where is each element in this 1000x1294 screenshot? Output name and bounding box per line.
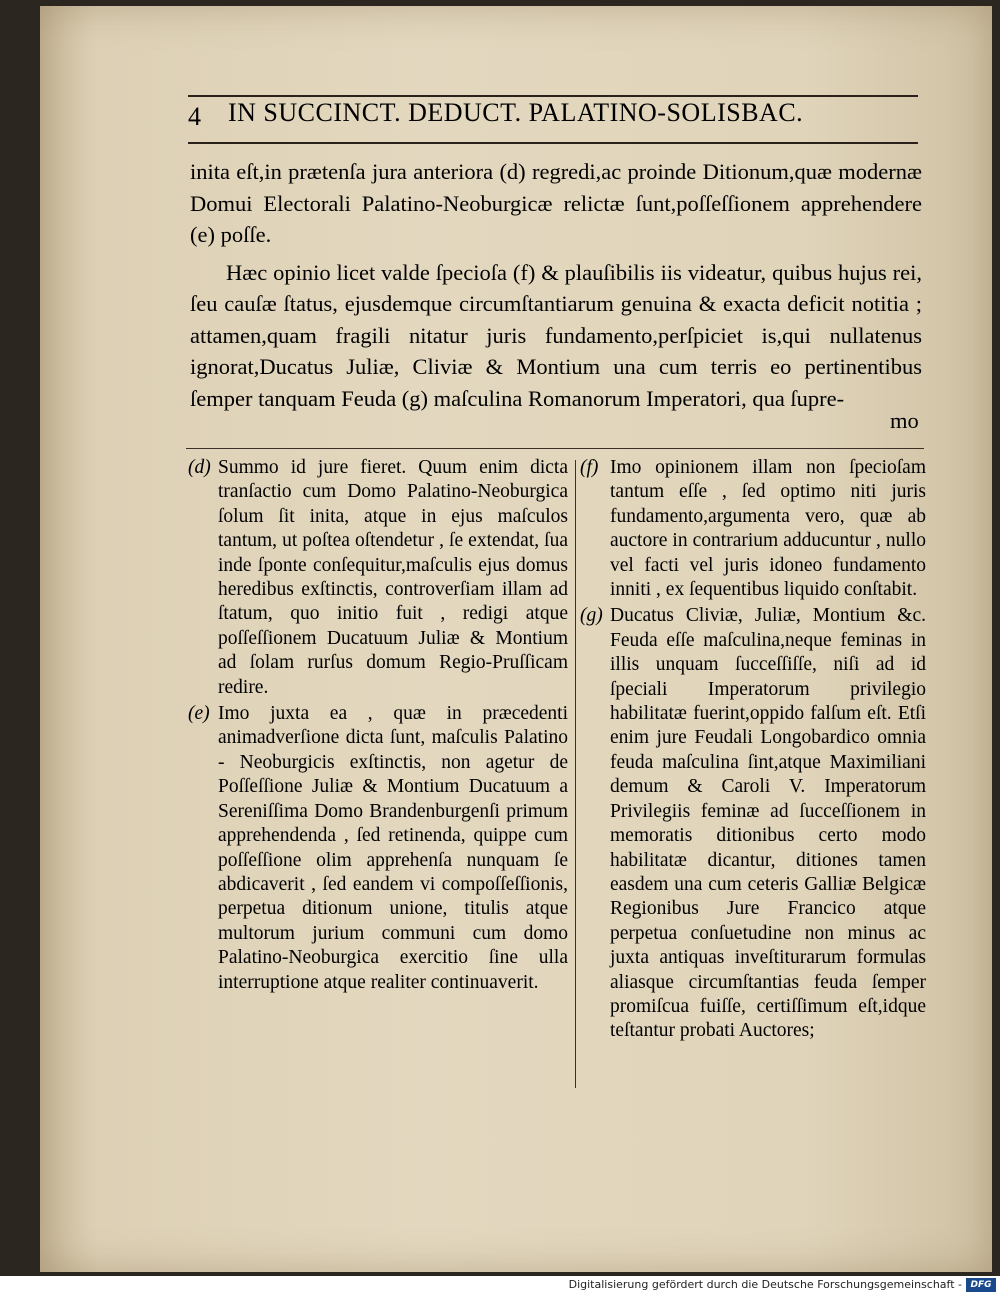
footnote-e	[188, 702, 568, 995]
funding-credit: Digitalisierung gefördert durch die Deutsche Forschungsgemeinschaft -	[568, 1278, 962, 1291]
footnote-separator	[186, 448, 924, 449]
footnote-text: Ducatus Cliviæ, Juliæ, Montium &c. Feuda eſſe maſculina,neque feminas in illis unquam ſucceſſiſſe, niſi ad id ſpeciali Imperatorum privilegio habilitatæ fuerint,oppido falſum eſt. Etſi enim jure Feudali Longobardico omnia feuda maſculina ſint,atque Maximiliani demum & Caroli V. Imperatorum Privilegiis feminæ ad ſucceſſionem in memoratis ditionibus certo modo habilitatæ dicantur, ditiones tamen easdem una cum ceteris Galliæ Belgicæ Regionibus Jure Francico atque perpetua conſuetudine non minus ac juxta antiquas inveſtiturarum formulas aliasque circumſtantias feuda ſemper promiſcua fuiſſe, certiſſimum eſt,idque teſtantur probati Auctores;	[610, 605, 926, 1042]
dfg-logo[interactable]: DFG	[966, 1278, 996, 1292]
footnote-text: Imo juxta ea , quæ in præcedenti animadverſione dicta ſunt, maſculis Palatino - Neoburgicis exſtinctis, non agetur de Poſſeſſione Juliæ & Montium Ducatuum a Sereniſſima Domo Brandenburgenſi primum apprehendenda , ſed retinenda, quippe cum poſſeſſione olim apprehenſa nunquam ſe abdicaverit , ſed eandem vi compoſſeſſionis, perpetua ditionum unione, titulis atque multorum jurium communi cum domo Palatino-Neoburgica exercitio ſine ulla interruptione atque realiter continuaverit.	[218, 703, 568, 993]
page-number: 4	[188, 102, 202, 131]
main-paragraph-1: inita eſt,in prætenſa jura anteriora (d) regredi,ac proinde Ditionum,quæ modernæ Domui Electorali Palatino-Neoburgicæ relictæ ſunt,poſſeſſionem apprehendere (e) poſſe.	[190, 159, 922, 247]
footnote-d	[188, 456, 568, 700]
footnote-marker: (f)	[580, 457, 599, 478]
header-top-rule	[188, 95, 918, 97]
running-header	[188, 98, 918, 138]
footnotes-right-column	[580, 456, 926, 1046]
footnote-text: Summo id jure fieret. Quum enim dicta tranſactio cum Domo Palatino-Neoburgica ſolum ſit inita, atque in ejus maſculos tantum, ut poſtea oſtendetur , ſe extendat, ſua inde ſponte conſequitur,maſculis ejus domus heredibus exſtinctis, controverſiam illam ad ſtatum, quo initio fuit , redigi atque poſſeſſionem Ducatuum Juliæ & Montium ad ſolam rurſus domum Regio-Pruſſicam redire.	[218, 457, 568, 698]
header-bottom-rule	[188, 142, 918, 144]
footnote-marker: (d)	[188, 457, 211, 478]
catchword: mo	[890, 408, 919, 433]
footnote-text: Imo opinionem illam non ſpecioſam tantum eſſe , ſed optimo niti juris fundamento,argumenta vero, quæ ab auctore in contrarium adducuntur , nullo vel facti vel juris idoneo fundamento inniti , ex ſequentibus liquido conſtabit.	[610, 457, 926, 601]
main-text	[190, 156, 922, 414]
footnote-marker: (g)	[580, 605, 603, 627]
footnotes-left-column	[188, 456, 568, 997]
column-divider	[575, 460, 576, 1088]
running-title: IN SUCCINCT. DEDUCT. PALATINO-SOLISBAC.	[228, 98, 804, 127]
footnote-g	[580, 604, 926, 1043]
footnote-f	[580, 456, 926, 602]
main-paragraph-2: Hæc opinio licet valde ſpecioſa (f) & plauſibilis iis videatur, quibus hujus rei, ſeu cauſæ ſtatus, ejusdemque circumſtantiarum genuina & exacta deficit notitia ; attamen,quam fragili nitatur juris fundamento,perſpiciet is,qui nullatenus ignorat,Ducatus Juliæ, Cliviæ & Montium una cum terris eo pertinentibus ſemper tanquam Feuda (g) maſculina Romanorum Imperatori, qua ſupre-	[190, 259, 922, 411]
footnote-marker: (e)	[188, 703, 210, 725]
digitization-footer	[0, 1276, 1000, 1294]
